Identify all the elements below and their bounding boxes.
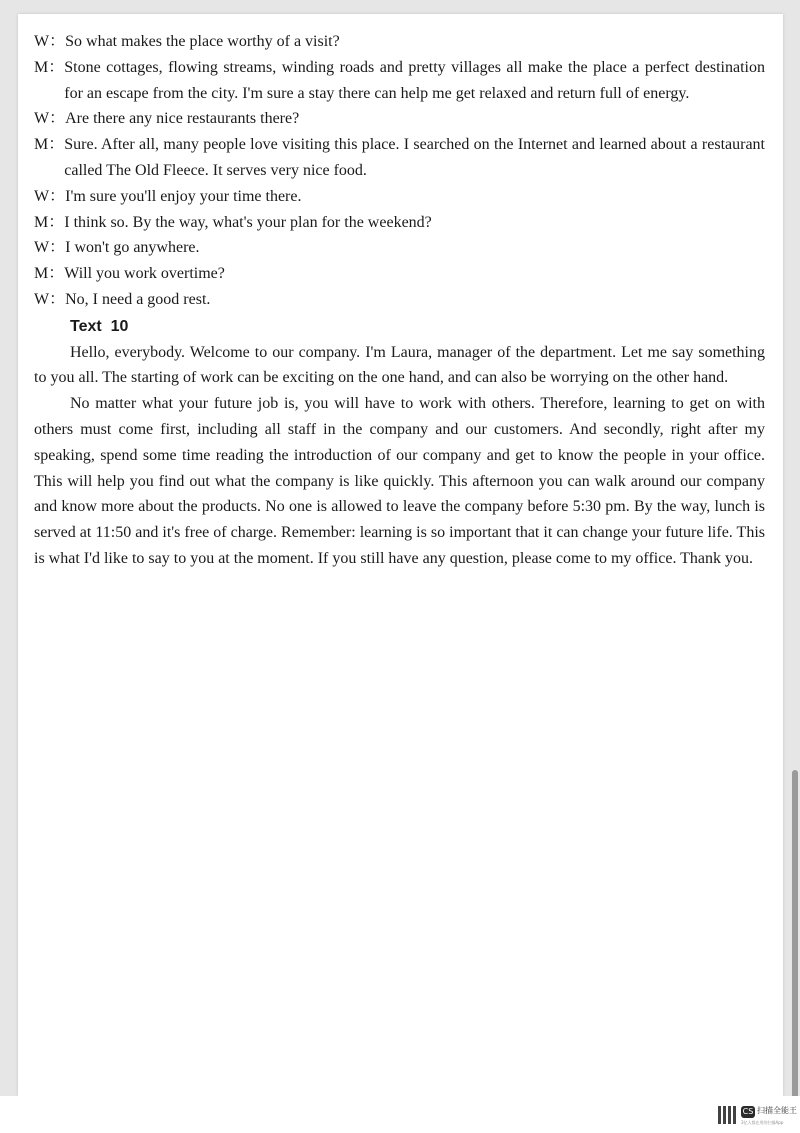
- paragraph: Hello, everybody. Welcome to our company. I'm Laura, manager of the department. Let me say something to you all. The starting of work can be exciting on the one hand, and can also be worrying on the other hand.: [34, 343, 765, 387]
- speaker-label: W：: [34, 187, 66, 205]
- camscanner-logo: CS: [742, 1107, 754, 1116]
- speaker-label: W：: [34, 110, 66, 128]
- speaker-label: M：: [34, 136, 65, 154]
- dialogue-text: So what makes the place worthy of a visit?: [65, 33, 340, 50]
- dialogue-text: I think so. By the way, what's your plan for the weekend?: [64, 213, 432, 231]
- dialogue-line: [34, 210, 765, 236]
- dialogue-text: No, I need a good rest.: [65, 290, 211, 308]
- speaker-label: W：: [34, 33, 66, 50]
- speaker-label: M：: [34, 58, 65, 76]
- paragraph: No matter what your future job is, you will have to work with others. Therefore, learning to get on with others must come first, including all staff in the company and our customers. And secondly, right after my speaking, spend some time reading the introduction of our company and get to know the people in your office. This will help you find out what the company is like quickly. This afternoon you can walk around our company and know more about the products. No one is allowed to leave the company before 5:30 pm. By the way, lunch is served at 11:50 and it's free of charge. Remember: learning is so important that it can change your future life. This is what I'd like to say to you at the moment. If you still have any question, please come to my office. Thank you.: [34, 395, 765, 567]
- dialogue-line: [34, 55, 765, 107]
- brand-name: 扫描全能王: [757, 1106, 797, 1115]
- dialogue-line: [34, 184, 765, 210]
- dialogue-line: [34, 261, 765, 287]
- speaker-label: M：: [34, 265, 65, 283]
- dialogue-text: Are there any nice restaurants there?: [65, 110, 300, 128]
- dialogue-text: Sure. After all, many people love visiting this place. I searched on the Internet and learned about a restaurant called The Old Fleece. It serves very nice food.: [64, 136, 765, 179]
- dialogue-line: [34, 29, 765, 55]
- section-heading: Text 10: [70, 317, 129, 335]
- speaker-label: W：: [34, 239, 66, 257]
- dialogue-text: Will you work overtime?: [64, 265, 225, 283]
- document-page: [18, 14, 783, 1096]
- speaker-label: W：: [34, 290, 66, 308]
- dialogue-text: Stone cottages, flowing streams, winding roads and pretty villages all make the place a perfect destination for an escape from the city. I'm sure a stay there can help me get relaxed and return full of energy.: [64, 58, 765, 102]
- dialogue-line: [34, 106, 765, 132]
- speaker-label: M：: [34, 213, 65, 231]
- brand-tagline: 3亿人都在用的扫描App: [741, 1120, 784, 1125]
- dialogue-line: [34, 287, 765, 313]
- vertical-scrollbar[interactable]: [792, 770, 798, 1100]
- dialogue-line: [34, 132, 765, 184]
- scanner-footer: [0, 1096, 800, 1133]
- qr-code-icon: [718, 1106, 736, 1124]
- dialogue-line: [34, 235, 765, 261]
- dialogue-text: I'm sure you'll enjoy your time there.: [65, 187, 302, 205]
- dialogue-text: I won't go anywhere.: [65, 239, 200, 257]
- page-content: [34, 29, 765, 572]
